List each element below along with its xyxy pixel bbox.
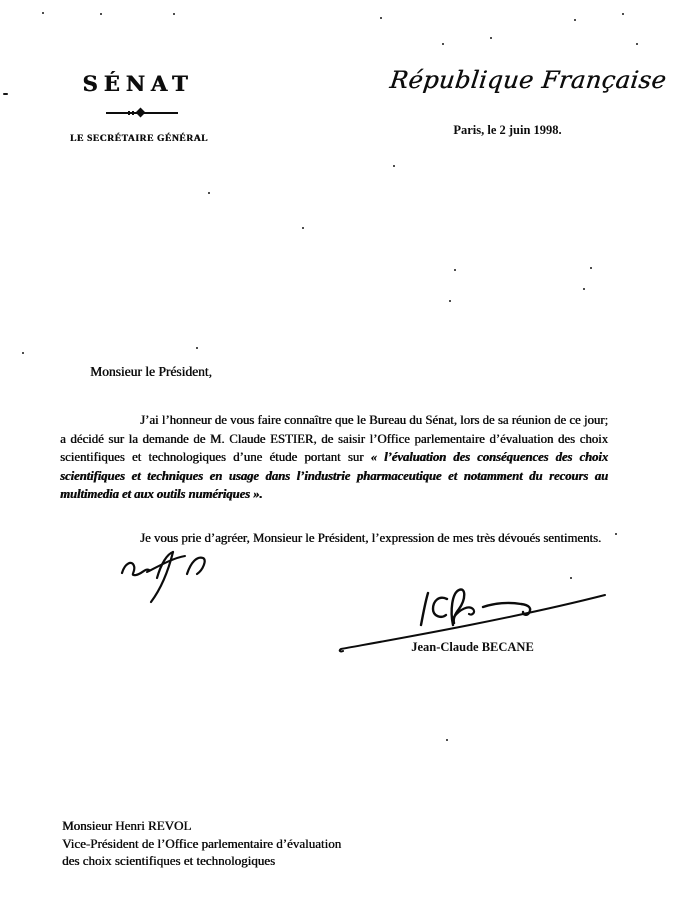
scan-speck: [449, 300, 451, 302]
scan-speck: [100, 13, 102, 15]
salutation: Monsieur le Président,: [90, 364, 212, 379]
scan-speck: [302, 227, 304, 229]
paragraph-1-emphasized-study-title: « l’évaluation des conséquences des choix scientifiques et techniques en usage dans l’industrie pharmaceutique et notamment du recours au multimedia et aux outils numériques ».: [60, 450, 608, 501]
body-paragraph-1: [60, 411, 608, 504]
scan-speck: [622, 13, 624, 15]
scan-speck: [208, 192, 210, 194]
scan-speck: [583, 288, 585, 290]
ornament-tick: [132, 111, 134, 115]
body-paragraph-2-closing: Je vous prie d’agréer, Monsieur le Président, l’expression de mes très dévoués sentiments.: [140, 531, 602, 545]
scan-speck: [22, 352, 24, 354]
recipient-title-line: Vice-Président de l’Office parlementaire d’évaluation: [62, 835, 342, 851]
senat-logo-text: SÉNAT: [82, 71, 194, 96]
scan-speck: [196, 347, 198, 349]
recipient-name: Monsieur Henri REVOL: [62, 818, 192, 833]
scan-speck: [490, 37, 492, 39]
scan-speck: [446, 739, 448, 741]
handwritten-initials-ink: [116, 547, 228, 605]
ornament-tick: [128, 111, 130, 115]
signatory-name: Jean-Claude BECANE: [411, 640, 534, 654]
scan-speck: [454, 269, 456, 271]
scan-speck: [615, 533, 617, 535]
ornament-diamond-icon: [136, 108, 146, 118]
scan-speck: [574, 19, 576, 21]
scan-speck: [380, 17, 382, 19]
dateline: Paris, le 2 juin 1998.: [453, 123, 562, 137]
recipient-title-line: des choix scientifiques et technologiques: [62, 853, 276, 868]
sender-title: LE SECRÉTAIRE GÉNÉRAL: [70, 134, 209, 144]
scan-speck: [442, 43, 444, 45]
scan-speck: [3, 93, 8, 95]
republique-francaise-script: République Française: [388, 66, 669, 94]
senat-ornament-divider: [106, 108, 178, 118]
scan-speck: [393, 165, 395, 167]
paragraph-1-normal-text: J’ai l’honneur de vous faire connaître que le Bureau du Sénat, lors de sa réunion de ce jour; a décidé sur la demande de M. Claude ESTIER, de saisir l’Office parlementaire d’évaluation des choix scientifiques et technologiques d’une étude portant sur: [60, 413, 608, 464]
scan-speck: [42, 12, 44, 14]
scan-speck: [173, 13, 175, 15]
scan-speck: [590, 267, 592, 269]
scan-speck: [570, 577, 572, 579]
scan-speck: [636, 43, 638, 45]
recipient-address-block: [62, 817, 462, 870]
